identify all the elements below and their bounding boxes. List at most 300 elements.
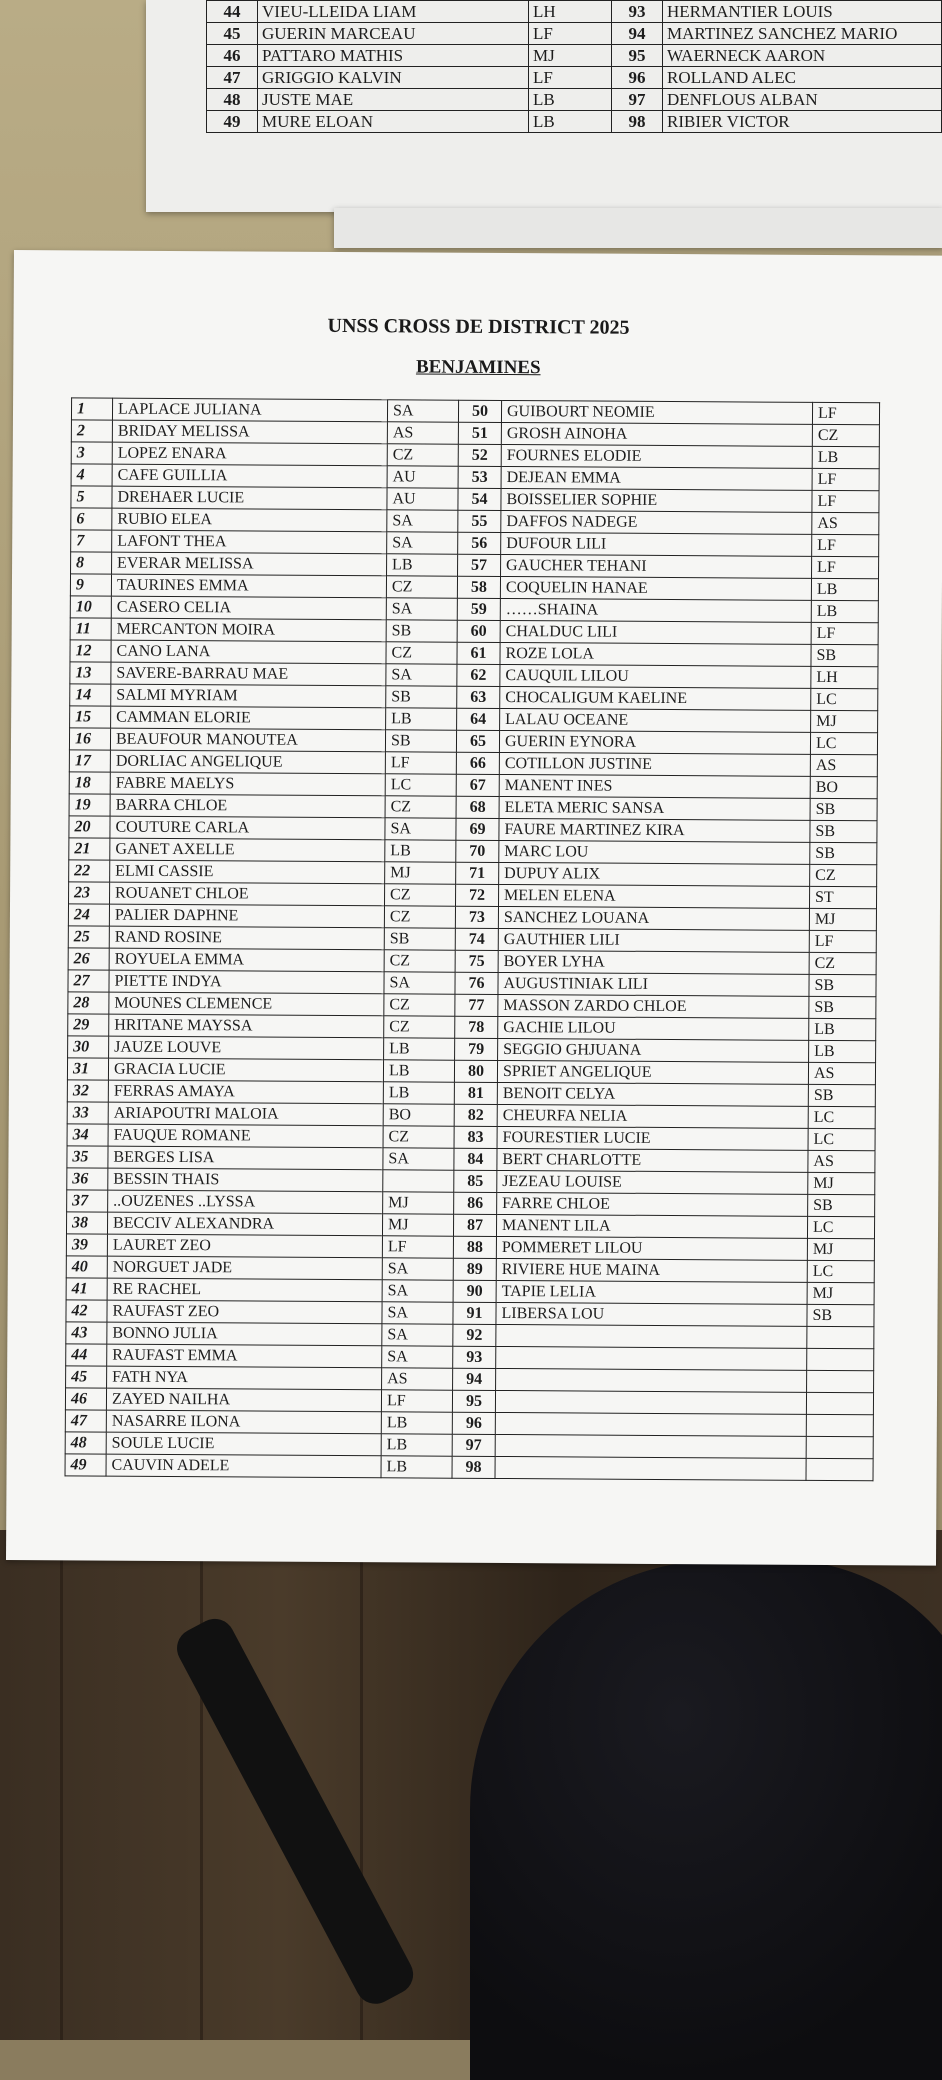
cell-cat1: LB — [387, 554, 458, 576]
cell-num1: 16 — [69, 728, 110, 750]
cell-num1: 11 — [70, 618, 111, 640]
cell-num2: 77 — [455, 994, 498, 1016]
cell-name1: LAURET ZEO — [107, 1234, 382, 1258]
cell-num2: 65 — [456, 730, 499, 752]
cell-cat1: CZ — [385, 884, 456, 906]
cell-num1: 41 — [66, 1278, 107, 1300]
cell-num2: 89 — [453, 1258, 496, 1280]
cell-name2: DUPUY ALIX — [499, 862, 810, 886]
cell-cat2 — [807, 1348, 874, 1370]
cell-num2: 51 — [458, 422, 501, 444]
cell-name2: FOURESTIER LUCIE — [497, 1126, 808, 1150]
cell-cat1: MJ — [529, 45, 612, 67]
cell-name2: SEGGIO GHJUANA — [498, 1038, 809, 1062]
cell-name1: FABRE MAELYS — [110, 772, 385, 796]
cell-num2: 71 — [456, 862, 499, 884]
cell-num1: 19 — [69, 794, 110, 816]
cell-cat2: LF — [809, 930, 876, 952]
cell-name1: GRACIA LUCIE — [108, 1058, 383, 1082]
cell-name1: MERCANTON MOIRA — [111, 618, 386, 642]
table-row — [207, 111, 942, 133]
cell-num2: 94 — [612, 23, 663, 45]
cell-cat1 — [383, 1170, 454, 1192]
cell-num1: 45 — [66, 1366, 107, 1388]
cell-name2: GROSH AINOHA — [501, 422, 812, 446]
cell-cat1: MJ — [383, 1192, 454, 1214]
cell-name1: SAVERE-BARRAU MAE — [111, 662, 386, 686]
cell-num1: 40 — [66, 1256, 107, 1278]
cell-cat1: MJ — [382, 1214, 453, 1236]
cell-name2: POMMERET LILOU — [496, 1236, 807, 1260]
cell-name2: DAFFOS NADEGE — [501, 510, 812, 534]
cell-cat1: LB — [529, 111, 612, 133]
floor-plank — [60, 1530, 63, 2040]
cell-cat1: CZ — [386, 576, 457, 598]
cell-cat1: SB — [384, 928, 455, 950]
cell-name1: RE RACHEL — [107, 1278, 382, 1302]
cell-num2: 74 — [455, 928, 498, 950]
cell-num2: 69 — [456, 818, 499, 840]
cell-num1: 35 — [67, 1146, 108, 1168]
cell-num1: 29 — [68, 1014, 109, 1036]
cell-cat2: AS — [810, 754, 877, 776]
cell-name1: HRITANE MAYSSA — [109, 1014, 384, 1038]
cell-cat2: MJ — [808, 1172, 875, 1194]
cell-name1: RAND ROSINE — [109, 926, 384, 950]
cell-name1: JUSTE MAE — [258, 89, 529, 111]
cell-name1: BRIDAY MELISSA — [112, 420, 387, 444]
cell-name1: NORGUET JADE — [107, 1256, 382, 1280]
cell-num1: 48 — [65, 1432, 106, 1454]
cell-cat1: CZ — [385, 796, 456, 818]
cell-cat1: SA — [387, 532, 458, 554]
cell-name2: GUERIN EYNORA — [499, 730, 810, 754]
cell-name1: ROUANET CHLOE — [110, 882, 385, 906]
cell-num1: 34 — [67, 1124, 108, 1146]
cell-name2: ROLLAND ALEC — [663, 67, 942, 89]
cell-num1: 47 — [65, 1410, 106, 1432]
cell-num2: 87 — [453, 1214, 496, 1236]
cell-cat1: CZ — [384, 950, 455, 972]
cell-num1: 17 — [69, 750, 110, 772]
cell-cat1: LB — [385, 840, 456, 862]
cell-cat2: MJ — [807, 1282, 874, 1304]
cell-num2: 95 — [452, 1390, 495, 1412]
cell-num1: 23 — [69, 882, 110, 904]
cell-num2: 62 — [457, 664, 500, 686]
cell-cat1: SA — [382, 1302, 453, 1324]
cell-num2: 80 — [454, 1060, 497, 1082]
cell-name2: ……SHAINA — [500, 598, 811, 622]
cell-name2: BERT CHARLOTTE — [497, 1148, 808, 1172]
cell-cat2: AS — [808, 1150, 875, 1172]
cell-num2: 68 — [456, 796, 499, 818]
cell-name1: ARIAPOUTRI MALOIA — [108, 1102, 383, 1126]
cell-num2: 54 — [458, 488, 501, 510]
cell-cat2: LB — [809, 1018, 876, 1040]
cell-num2: 52 — [458, 444, 501, 466]
cell-cat1: CZ — [383, 1126, 454, 1148]
cell-cat1: LF — [529, 23, 612, 45]
cell-name1: MOUNES CLEMENCE — [109, 992, 384, 1016]
cell-name1: PATTARO MATHIS — [258, 45, 529, 67]
cell-name1: GRIGGIO KALVIN — [258, 67, 529, 89]
cell-cat2: CZ — [809, 952, 876, 974]
cell-num2: 85 — [454, 1170, 497, 1192]
cell-name1: ELMI CASSIE — [110, 860, 385, 884]
cell-cat2 — [806, 1436, 873, 1458]
cell-cat2: LB — [811, 578, 878, 600]
cell-name2: RIBIER VICTOR — [663, 111, 942, 133]
cell-name2 — [495, 1434, 806, 1458]
cell-cat1: LB — [529, 89, 612, 111]
cell-cat1: SA — [382, 1280, 453, 1302]
cell-num1: 31 — [67, 1058, 108, 1080]
cell-cat1: LB — [386, 708, 457, 730]
cell-cat2 — [807, 1370, 874, 1392]
cell-name2: DUFOUR LILI — [501, 532, 812, 556]
cell-num1: 42 — [66, 1300, 107, 1322]
cell-name2: WAERNECK AARON — [663, 45, 942, 67]
cell-name1: PIETTE INDYA — [109, 970, 384, 994]
cell-cat1: LB — [384, 1038, 455, 1060]
cell-name1: SALMI MYRIAM — [111, 684, 386, 708]
middle-sheet-edge — [334, 208, 942, 248]
cell-name2: DEJEAN EMMA — [501, 466, 812, 490]
cell-name2: FAURE MARTINEZ KIRA — [499, 818, 810, 842]
cell-num1: 39 — [66, 1234, 107, 1256]
cell-name1: MURE ELOAN — [258, 111, 529, 133]
cell-cat1: LF — [385, 752, 456, 774]
cell-num1: 10 — [70, 596, 111, 618]
cell-num1: 37 — [67, 1190, 108, 1212]
cell-num2: 88 — [453, 1236, 496, 1258]
cell-name1: RAUFAST ZEO — [107, 1300, 382, 1324]
cell-name2: FOURNES ELODIE — [501, 444, 812, 468]
cell-cat1: LF — [382, 1236, 453, 1258]
cell-cat1: SA — [385, 818, 456, 840]
cell-name2 — [496, 1346, 807, 1370]
cell-name1: GUERIN MARCEAU — [258, 23, 529, 45]
cell-cat2: LC — [807, 1260, 874, 1282]
cell-cat2: SB — [807, 1304, 874, 1326]
cell-num1: 6 — [71, 508, 112, 530]
cell-cat2 — [806, 1392, 873, 1414]
cell-name2: HERMANTIER LOUIS — [663, 1, 942, 23]
cell-num2: 61 — [457, 642, 500, 664]
cell-num1: 22 — [69, 860, 110, 882]
cell-num1: 18 — [69, 772, 110, 794]
cell-cat1: SA — [387, 400, 458, 422]
cell-cat1: CZ — [386, 642, 457, 664]
cell-name2: FARRE CHLOE — [497, 1192, 808, 1216]
cell-name1: RAUFAST EMMA — [107, 1344, 382, 1368]
cell-cat2: LF — [812, 534, 879, 556]
cell-cat2: LC — [808, 1128, 875, 1150]
cell-name1: ROYUELA EMMA — [109, 948, 384, 972]
cell-name1: COUTURE CARLA — [110, 816, 385, 840]
cell-num2: 50 — [458, 400, 501, 422]
cell-name2: RIVIERE HUE MAINA — [496, 1258, 807, 1282]
cell-cat1: SB — [386, 686, 457, 708]
cell-name1: FAUQUE ROMANE — [108, 1124, 383, 1148]
cell-name2: GAUTHIER LILI — [498, 928, 809, 952]
cell-num2: 98 — [612, 111, 663, 133]
cell-num1: 47 — [207, 67, 258, 89]
cell-num2: 81 — [454, 1082, 497, 1104]
table-row — [207, 89, 942, 111]
cell-cat2: LH — [811, 666, 878, 688]
cell-num1: 7 — [71, 530, 112, 552]
cell-name1: ..OUZENES ..LYSSA — [108, 1190, 383, 1214]
cell-cat1: CZ — [387, 444, 458, 466]
cell-cat1: CZ — [384, 906, 455, 928]
cell-cat2: SB — [810, 842, 877, 864]
cell-cat2: LF — [812, 490, 879, 512]
cell-cat1: SA — [386, 664, 457, 686]
cell-name2: MARTINEZ SANCHEZ MARIO — [663, 23, 942, 45]
cell-num1: 49 — [65, 1454, 106, 1476]
cell-num2: 64 — [457, 708, 500, 730]
cell-cat1: LC — [385, 774, 456, 796]
cell-cat1: CZ — [384, 994, 455, 1016]
cell-cat2: LC — [811, 688, 878, 710]
cell-name1: GANET AXELLE — [110, 838, 385, 862]
cell-cat1: SA — [384, 972, 455, 994]
cell-num1: 38 — [66, 1212, 107, 1234]
cell-name2: LALAU OCEANE — [500, 708, 811, 732]
cell-name1: JAUZE LOUVE — [109, 1036, 384, 1060]
cell-cat2: LF — [811, 622, 878, 644]
cell-num1: 20 — [69, 816, 110, 838]
cell-num1: 13 — [70, 662, 111, 684]
sheet-title: UNSS CROSS DE DISTRICT 2025 — [327, 314, 630, 339]
dark-object-shadow — [470, 1560, 942, 2080]
cell-name2: ROZE LOLA — [500, 642, 811, 666]
cell-num2: 96 — [452, 1412, 495, 1434]
cell-num2: 83 — [454, 1126, 497, 1148]
cell-name1: CANO LANA — [111, 640, 386, 664]
cell-num1: 46 — [207, 45, 258, 67]
cell-name1: NASARRE ILONA — [106, 1410, 381, 1434]
cell-name2 — [495, 1456, 806, 1480]
cell-num2: 59 — [457, 598, 500, 620]
cell-num1: 1 — [71, 398, 112, 420]
cell-name1: BARRA CHLOE — [110, 794, 385, 818]
cell-name1: VIEU-LLEIDA LIAM — [258, 1, 529, 23]
cell-name1: LAPLACE JULIANA — [112, 398, 387, 422]
cell-cat1: AS — [387, 422, 458, 444]
cell-cat2: AS — [812, 512, 879, 534]
cell-cat1: SB — [386, 620, 457, 642]
cell-name2 — [495, 1412, 806, 1436]
cell-cat1: AU — [387, 466, 458, 488]
cell-num1: 49 — [207, 111, 258, 133]
cell-name2: GAUCHER TEHANI — [501, 554, 812, 578]
cell-name1: FERRAS AMAYA — [108, 1080, 383, 1104]
cell-num1: 2 — [71, 420, 112, 442]
cell-name2 — [496, 1368, 807, 1392]
cell-name2: MELEN ELENA — [498, 884, 809, 908]
cell-name2: MARC LOU — [499, 840, 810, 864]
cell-cat2: LF — [812, 556, 879, 578]
cell-num2: 93 — [612, 1, 663, 23]
cell-cat2: LF — [812, 468, 879, 490]
cell-num1: 8 — [71, 552, 112, 574]
cell-num1: 15 — [70, 706, 111, 728]
cell-num2: 72 — [455, 884, 498, 906]
cell-name1: BEAUFOUR MANOUTEA — [110, 728, 385, 752]
cell-name1: BECCIV ALEXANDRA — [107, 1212, 382, 1236]
cell-name1: BONNO JULIA — [107, 1322, 382, 1346]
cell-cat2: MJ — [811, 710, 878, 732]
cell-name2: MASSON ZARDO CHLOE — [498, 994, 809, 1018]
cell-cat2: CZ — [812, 424, 879, 446]
cell-num2: 98 — [452, 1456, 495, 1478]
cell-name2: MANENT LILA — [496, 1214, 807, 1238]
cell-cat1: BO — [383, 1104, 454, 1126]
table-row — [207, 67, 942, 89]
cell-num1: 33 — [67, 1102, 108, 1124]
cell-num2: 97 — [452, 1434, 495, 1456]
cell-cat2: LC — [808, 1106, 875, 1128]
cell-num1: 28 — [68, 992, 109, 1014]
cell-cat1: SB — [385, 730, 456, 752]
cell-num2: 66 — [456, 752, 499, 774]
table-row — [207, 1, 942, 23]
cell-num1: 48 — [207, 89, 258, 111]
floor-plank — [200, 1530, 203, 2040]
cell-num2: 94 — [453, 1368, 496, 1390]
cell-num1: 44 — [207, 1, 258, 23]
cell-name2: GACHIE LILOU — [498, 1016, 809, 1040]
cell-name2: BOYER LYHA — [498, 950, 809, 974]
cell-name2: TAPIE LELIA — [496, 1280, 807, 1304]
cell-cat1: AU — [387, 488, 458, 510]
cell-cat2: SB — [810, 820, 877, 842]
cell-num2: 56 — [458, 532, 501, 554]
cell-cat2: LB — [812, 446, 879, 468]
cell-cat2: LB — [811, 600, 878, 622]
cell-num2: 82 — [454, 1104, 497, 1126]
cell-cat2: LF — [812, 402, 879, 424]
cell-cat2: SB — [809, 974, 876, 996]
cell-num1: 43 — [66, 1322, 107, 1344]
cell-num1: 30 — [68, 1036, 109, 1058]
cell-num1: 5 — [71, 486, 112, 508]
cell-name1: CAFE GUILLIA — [112, 464, 387, 488]
table-row — [207, 23, 942, 45]
cell-num2: 91 — [453, 1302, 496, 1324]
cell-name1: BERGES LISA — [108, 1146, 383, 1170]
cell-cat2: CZ — [810, 864, 877, 886]
cell-cat1: LB — [381, 1456, 452, 1478]
cell-num1: 44 — [66, 1344, 107, 1366]
cell-name2: CHEURFA NELIA — [497, 1104, 808, 1128]
cell-name1: RUBIO ELEA — [112, 508, 387, 532]
cell-num1: 9 — [70, 574, 111, 596]
cell-cat2: LB — [809, 1040, 876, 1062]
cell-cat1: LF — [381, 1390, 452, 1412]
cell-cat1: LF — [529, 67, 612, 89]
cell-cat2: MJ — [807, 1238, 874, 1260]
cell-num2: 96 — [612, 67, 663, 89]
cell-num2: 53 — [458, 466, 501, 488]
cell-name1: DORLIAC ANGELIQUE — [110, 750, 385, 774]
cell-num1: 12 — [70, 640, 111, 662]
sheet-subtitle: BENJAMINES — [415, 356, 541, 379]
cell-cat1: SA — [382, 1324, 453, 1346]
cell-num1: 4 — [71, 464, 112, 486]
cell-cat2 — [806, 1458, 873, 1480]
cell-cat2 — [807, 1326, 874, 1348]
cell-num2: 78 — [455, 1016, 498, 1038]
cell-name1: CAMMAN ELORIE — [111, 706, 386, 730]
cell-num2: 67 — [456, 774, 499, 796]
cell-name1: FATH NYA — [107, 1366, 382, 1390]
cell-name1: CAUVIN ADELE — [106, 1454, 381, 1478]
cell-name2: ELETA MERIC SANSA — [499, 796, 810, 820]
cell-name2: DENFLOUS ALBAN — [663, 89, 942, 111]
cell-cat2: LC — [810, 732, 877, 754]
cell-num2: 60 — [457, 620, 500, 642]
cell-name1: DREHAER LUCIE — [112, 486, 387, 510]
cell-name2: CHOCALIGUM KAELINE — [500, 686, 811, 710]
cell-name2: COQUELIN HANAE — [500, 576, 811, 600]
cell-name2: COTILLON JUSTINE — [499, 752, 810, 776]
cell-num2: 73 — [455, 906, 498, 928]
cell-cat1: LB — [381, 1434, 452, 1456]
cell-name1: BESSIN THAIS — [108, 1168, 383, 1192]
cell-cat2: SB — [811, 644, 878, 666]
cell-num2: 92 — [453, 1324, 496, 1346]
cell-cat1: SA — [386, 598, 457, 620]
cell-num1: 26 — [68, 948, 109, 970]
cell-num1: 14 — [70, 684, 111, 706]
cell-name1: EVERAR MELISSA — [112, 552, 387, 576]
cell-name1: TAURINES EMMA — [111, 574, 386, 598]
table-row — [65, 1454, 873, 1481]
cell-num1: 45 — [207, 23, 258, 45]
cell-name1: LAFONT THEA — [112, 530, 387, 554]
cell-num1: 32 — [67, 1080, 108, 1102]
cell-cat2: AS — [808, 1062, 875, 1084]
cell-num2: 79 — [455, 1038, 498, 1060]
cell-num2: 97 — [612, 89, 663, 111]
participants-table — [65, 397, 881, 1481]
table-row — [207, 45, 942, 67]
cell-cat2: BO — [810, 776, 877, 798]
cell-cat1: MJ — [385, 862, 456, 884]
cell-name2: AUGUSTINIAK LILI — [498, 972, 809, 996]
cell-num2: 76 — [455, 972, 498, 994]
cell-name2: JEZEAU LOUISE — [497, 1170, 808, 1194]
cell-name2: CHALDUC LILI — [500, 620, 811, 644]
cell-cat2: MJ — [809, 908, 876, 930]
cell-name2: MANENT INES — [499, 774, 810, 798]
cell-num2: 70 — [456, 840, 499, 862]
cell-num1: 24 — [68, 904, 109, 926]
main-sheet — [6, 250, 942, 1566]
cell-cat1: LB — [383, 1060, 454, 1082]
cell-num1: 36 — [67, 1168, 108, 1190]
cell-cat2: SB — [810, 798, 877, 820]
cell-cat2 — [806, 1414, 873, 1436]
cell-name1: ZAYED NAILHA — [106, 1388, 381, 1412]
cell-cat1: SA — [383, 1148, 454, 1170]
cell-name2: BENOIT CELYA — [497, 1082, 808, 1106]
cell-cat1: AS — [382, 1368, 453, 1390]
